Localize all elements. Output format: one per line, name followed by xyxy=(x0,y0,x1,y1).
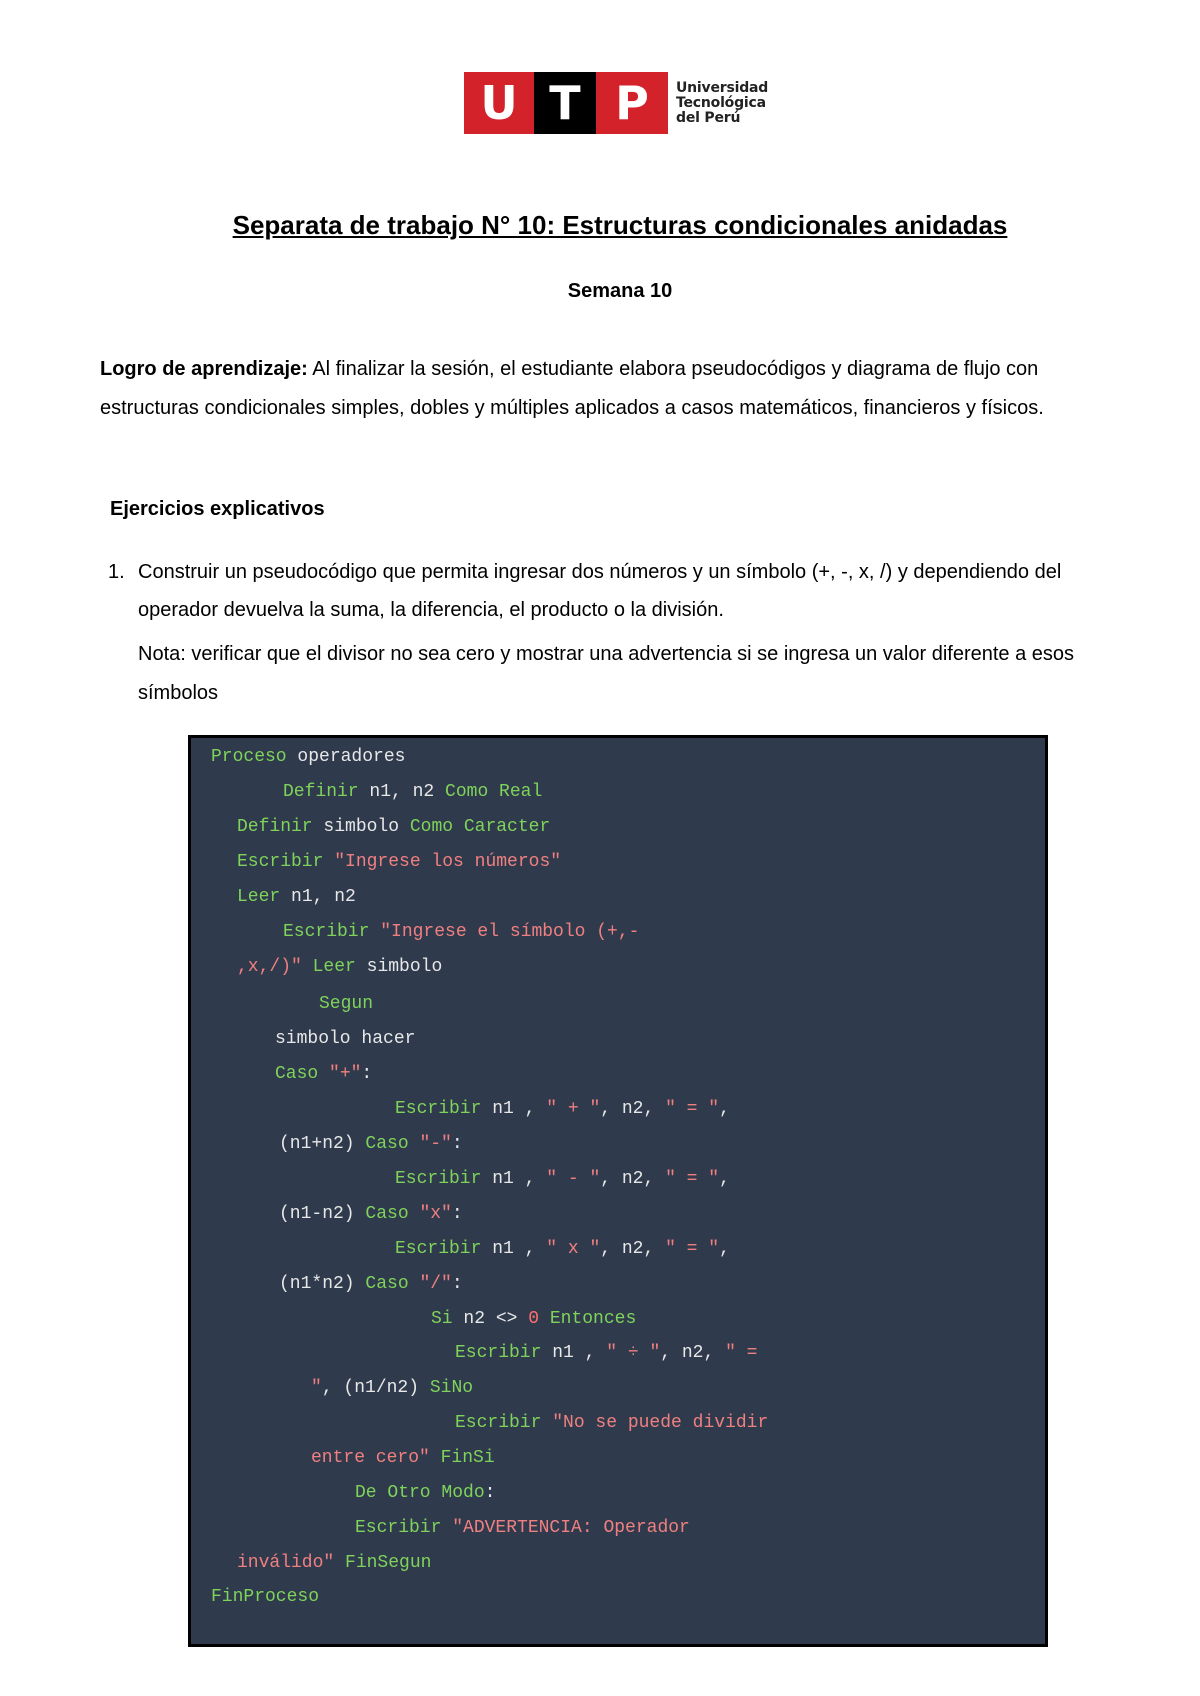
code-token: : xyxy=(451,1274,463,1294)
code-token: "ADVERTENCIA: Operador xyxy=(452,1518,690,1538)
code-token: SiNo xyxy=(429,1378,474,1398)
code-token: Si xyxy=(431,1309,453,1329)
code-token: n2 <> xyxy=(452,1309,529,1329)
code-token: Como Caracter xyxy=(409,817,551,837)
code-token: Definir xyxy=(237,817,313,837)
code-token: " = " xyxy=(665,1099,720,1119)
code-token: , n2, xyxy=(600,1239,666,1259)
code-token: "No se puede dividir xyxy=(552,1413,769,1433)
code-line xyxy=(395,1168,730,1190)
code-line xyxy=(355,1517,690,1539)
code-line xyxy=(311,1447,495,1469)
code-token: Caso xyxy=(275,1064,330,1084)
code-token: " - " xyxy=(546,1169,601,1189)
code-token: Escribir xyxy=(237,852,335,872)
code-line xyxy=(431,1308,636,1330)
code-line xyxy=(355,1482,495,1504)
code-line xyxy=(237,886,356,908)
code-line xyxy=(319,993,373,1015)
logo-letter-u: U xyxy=(464,72,534,134)
code-token: Escribir xyxy=(395,1169,482,1189)
code-token: ,x,/)" xyxy=(237,957,313,977)
code-line xyxy=(311,1377,473,1399)
learning-goal-paragraph xyxy=(100,350,1110,428)
code-token: n1 , xyxy=(481,1239,547,1259)
pseudocode-block xyxy=(188,735,1048,1647)
code-token: n1 , xyxy=(481,1169,547,1189)
code-token: Escribir xyxy=(395,1239,482,1259)
code-token: , (n1/n2) xyxy=(321,1378,430,1398)
code-token: Proceso xyxy=(211,747,287,767)
code-line xyxy=(211,1586,319,1608)
logo-letter-t: T xyxy=(534,72,596,134)
code-line xyxy=(279,1273,463,1295)
code-token: " x " xyxy=(546,1239,601,1259)
code-line xyxy=(455,1412,768,1434)
code-token: "+" xyxy=(329,1064,362,1084)
code-token: Escribir xyxy=(283,922,381,942)
code-token: "x" xyxy=(419,1204,452,1224)
code-token: n1 , xyxy=(481,1099,547,1119)
code-token: simbolo hacer xyxy=(275,1029,416,1049)
code-token: : xyxy=(361,1064,373,1084)
code-token: : xyxy=(451,1134,463,1154)
code-line xyxy=(395,1238,730,1260)
code-token: (n1*n2) xyxy=(279,1274,366,1294)
code-line xyxy=(237,851,561,873)
code-token: , n2, xyxy=(660,1343,726,1363)
code-line xyxy=(275,1063,372,1085)
document-title: Separata de trabajo N° 10: Estructuras condicionales anidadas xyxy=(232,210,1008,240)
code-token: "/" xyxy=(419,1274,452,1294)
code-token: Escribir xyxy=(395,1099,482,1119)
exercise-number: 1. xyxy=(108,561,125,583)
code-token: n1 , xyxy=(541,1343,607,1363)
code-token: n1, n2 xyxy=(358,782,446,802)
code-token: FinSi xyxy=(440,1448,495,1468)
logo-text-line: Universidad xyxy=(676,79,769,96)
code-token: Caso xyxy=(365,1274,420,1294)
code-token: (n1+n2) xyxy=(279,1134,366,1154)
code-token: simbolo xyxy=(312,817,410,837)
code-token: , xyxy=(719,1239,730,1259)
code-token: , n2, xyxy=(600,1169,666,1189)
logo-text-line: Tecnológica xyxy=(676,94,766,111)
code-line xyxy=(283,921,639,943)
code-line xyxy=(237,816,550,838)
learning-goal-label: Logro de aprendizaje: xyxy=(100,358,308,380)
code-line xyxy=(455,1342,757,1364)
code-line xyxy=(283,781,542,803)
logo-letter-p: P xyxy=(596,72,668,134)
code-token: Caso xyxy=(365,1134,420,1154)
code-line xyxy=(237,956,442,978)
code-token: , xyxy=(719,1169,730,1189)
code-token: "-" xyxy=(419,1134,452,1154)
code-token: , xyxy=(719,1099,730,1119)
code-token: entre cero" xyxy=(311,1448,441,1468)
code-token: " = " xyxy=(665,1239,720,1259)
code-token: Caso xyxy=(365,1204,420,1224)
code-line xyxy=(279,1133,463,1155)
logo-text-line: del Perú xyxy=(676,109,741,126)
code-token: simbolo xyxy=(355,957,443,977)
code-token: : xyxy=(484,1483,496,1503)
exercise-item xyxy=(108,553,1108,713)
code-token: inválido" xyxy=(237,1553,346,1573)
document-subtitle: Semana 10 xyxy=(567,280,673,302)
code-line xyxy=(237,1552,431,1574)
code-token: " ÷ " xyxy=(606,1343,661,1363)
exercise-note: Nota: verificar que el divisor no sea cero y mostrar una advertencia si se ingresa un valor diferente a esos símbolos xyxy=(138,643,1075,704)
code-token: operadores xyxy=(286,747,406,767)
code-token: n1, n2 xyxy=(280,887,356,907)
code-token: : xyxy=(451,1204,463,1224)
utp-logo xyxy=(464,72,768,134)
code-token: De Otro Modo xyxy=(355,1483,485,1503)
code-token: " = xyxy=(725,1343,758,1363)
code-token: Leer xyxy=(312,957,356,977)
code-token: Escribir xyxy=(355,1518,453,1538)
code-line xyxy=(395,1098,730,1120)
learning-goal-text: Al finalizar la sesión, el estudiante elabora pseudocódigos y diagrama de flujo con estructuras condicionales simples, dobles y múltiples aplicados a casos matemáticos, financieros y físicos. xyxy=(100,358,1044,419)
code-token: " xyxy=(311,1378,322,1398)
code-token: 0 xyxy=(528,1309,540,1329)
code-token: , n2, xyxy=(600,1099,666,1119)
logo-wordmark xyxy=(676,81,768,126)
code-token: Leer xyxy=(237,887,281,907)
section-heading: Ejercicios explicativos xyxy=(110,498,325,520)
code-token: Escribir xyxy=(455,1343,542,1363)
code-token: Definir xyxy=(283,782,359,802)
code-line xyxy=(279,1203,463,1225)
code-token: (n1-n2) xyxy=(279,1204,366,1224)
code-line xyxy=(275,1028,415,1050)
code-token: " = " xyxy=(665,1169,720,1189)
code-token: Escribir xyxy=(455,1413,553,1433)
code-token: FinSegun xyxy=(345,1553,432,1573)
code-token: Segun xyxy=(319,994,374,1014)
code-token: "Ingrese los números" xyxy=(334,852,562,872)
code-line xyxy=(211,746,405,768)
code-token: FinProceso xyxy=(211,1587,320,1607)
code-token: " + " xyxy=(546,1099,601,1119)
exercise-text: Construir un pseudocódigo que permita ingresar dos números y un símbolo (+, -, x, /) y dependiendo del operador devuelva la suma, la diferencia, el producto o la división. xyxy=(138,561,1062,621)
code-token: "Ingrese el símbolo (+,- xyxy=(380,922,640,942)
code-token: Como Real xyxy=(445,782,543,802)
code-token: Entonces xyxy=(539,1309,637,1329)
